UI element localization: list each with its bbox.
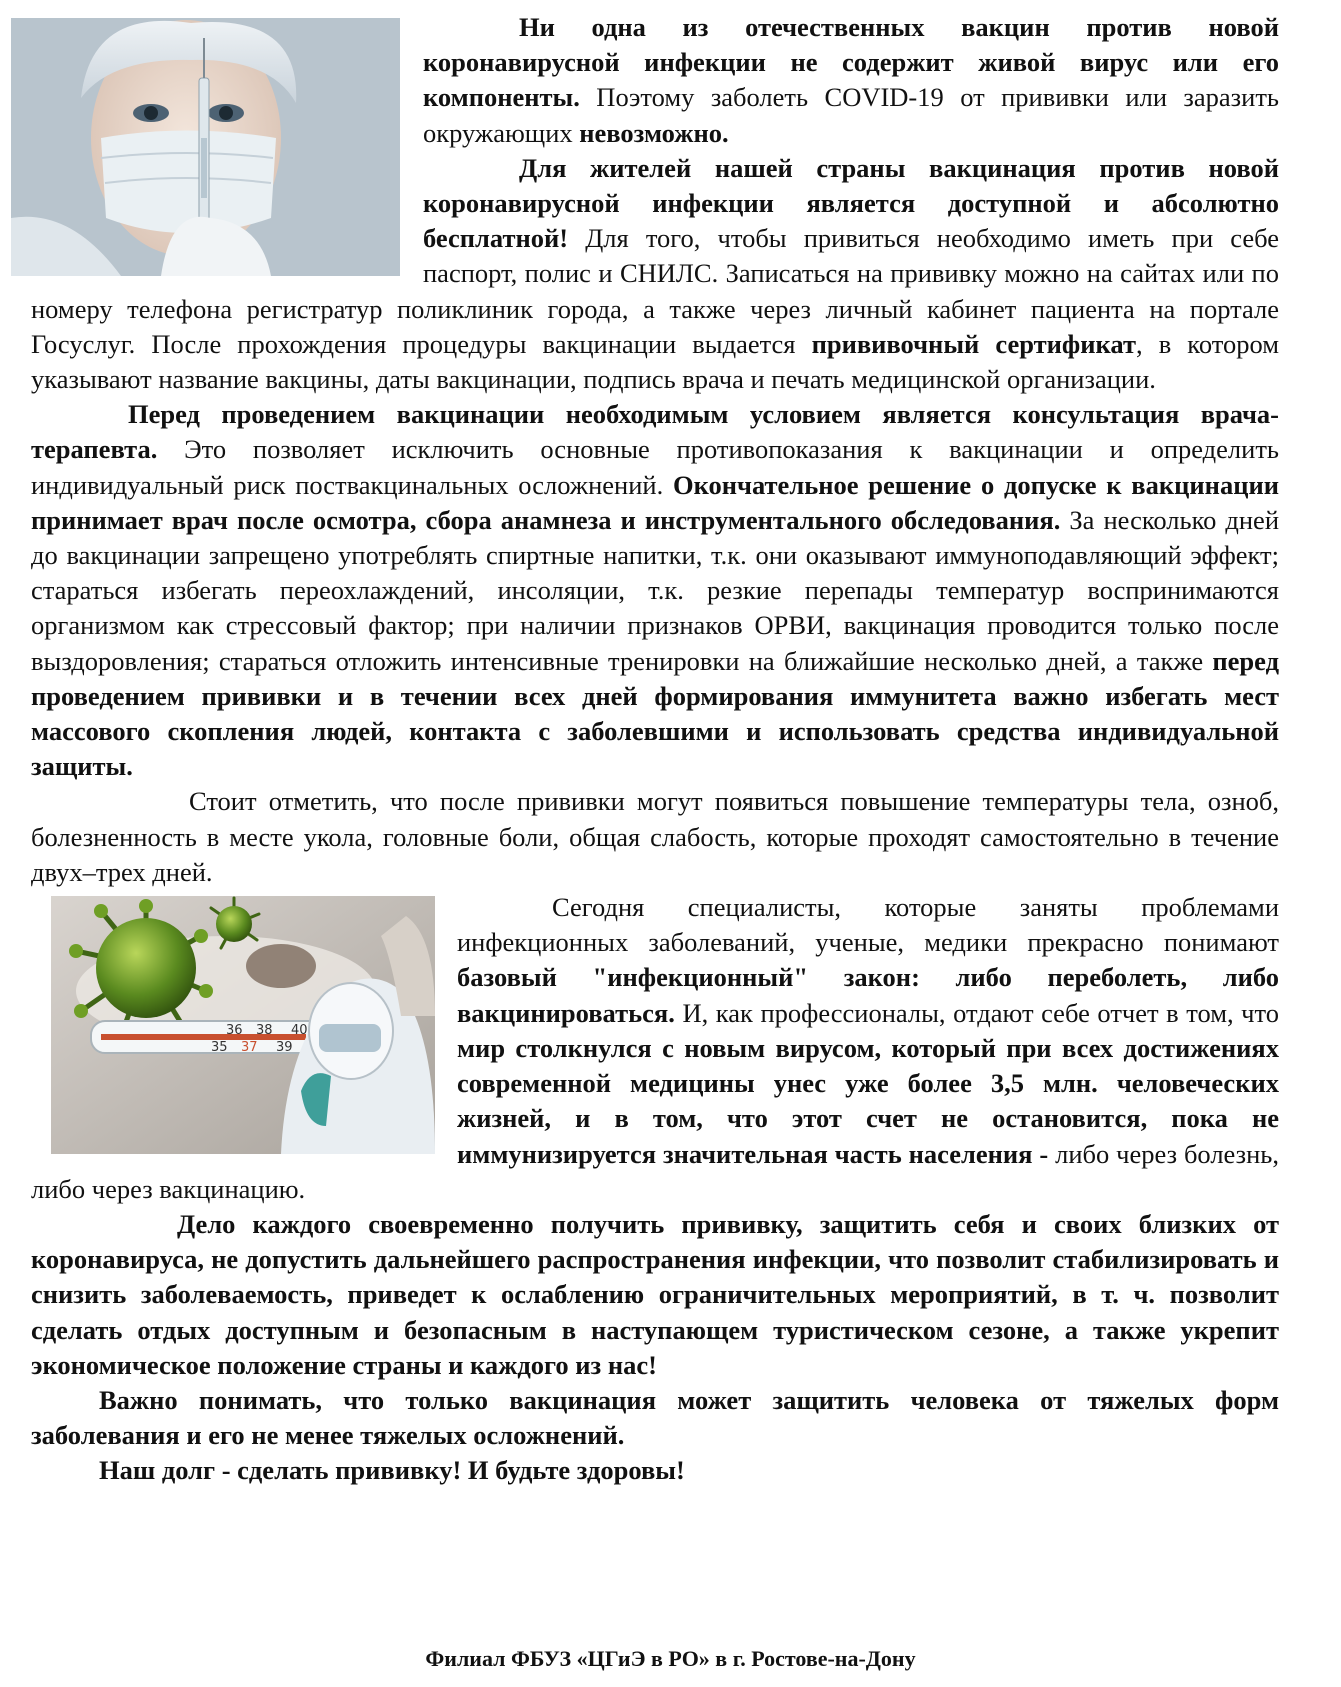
paragraph-only-vaccination	[31, 1383, 1279, 1453]
coronavirus-thermometer-photo	[51, 896, 435, 1154]
preparation-text: За несколько дней до вакцинации запрещено употреблять спиртные напитки, т.к. они оказывают иммуноподавляющий эффект; стараться избегать переохлаждений, инсоляции, т.к. резкие перепады температур воспринимаются организмом как стрессовый фактор; при наличии признаков ОРВИ, вакцинация проводится только после выздоровления; стараться отложить интенсивные тренировки на ближайшие несколько дней, а также	[31, 504, 1279, 676]
contraindications-text: Это позволяет исключить основные противопоказания к вакцинации и определить индивидуальный риск поствакцинальных осложнений.	[31, 434, 1279, 500]
new-virus-bold: мир столкнулся с новым вирусом, который при всех достижениях современной медицины унес уже более 3,5 млн. человеческих жизней, и в том, что этот счет не остановится, пока не иммунизируется значительная часть населения -	[457, 1032, 1279, 1169]
everyones-duty-bold: Дело каждого своевременно получить прививку, защитить себя и своих близких от коронавируса, не допустить дальнейшего распространения инфекции, что позволит стабилизировать и снизить заболеваемость, приведет к ослаблению ограничительных мероприятий, в т. ч. позволит сделать отдых доступным и безопасным в наступающем туристическом сезоне, а также укрепит экономическое положение страны и каждого из нас!	[31, 1208, 1279, 1380]
paragraph-side-effects	[31, 784, 1279, 890]
vaccine-safety-text: Поэтому заболеть COVID-19 от прививки или заразить окружающих	[423, 82, 1279, 148]
vaccine-safety-bold: Ни одна из отечественных вакцин против новой коронавирусной инфекции не содержит живой вирус или его компоненты.	[423, 12, 1279, 113]
only-vaccination-bold: Важно понимать, что только вакцинация может защитить человека от тяжелых форм заболевания и его не менее тяжелых осложнений.	[31, 1384, 1279, 1451]
side-effects-text: Стоит отметить, что после прививки могут появиться повышение температуры тела, озноб, болезненность в месте укола, головные боли, общая слабость, которые проходят самостоятельно в течение двух–трех дней.	[31, 786, 1279, 887]
certificate-details: , в котором указывают название вакцины, даты вакцинации, подпись врача и печать медицинской организации.	[31, 328, 1279, 395]
thermometer-mark: 38	[256, 1023, 273, 1039]
paragraph-closing-call	[31, 1453, 1279, 1488]
infection-law-bold: базовый "инфекционный" закон: либо переболеть, либо вакцинироваться.	[457, 962, 1279, 1028]
avoid-crowds: перед проведением прививки и в течении всех дней формирования иммунитета важно избегать мест массового скопления людей, контакта с заболевшими и использовать средства индивидуальной защиты.	[31, 645, 1279, 782]
free-vaccination-bold: Для жителей нашей страны вакцинация против новой коронавирусной инфекции является доступной и абсолютно бесплатной!	[423, 152, 1279, 254]
thermometer-mark: 37	[241, 1040, 258, 1056]
thermometer-mark: 40	[291, 1023, 308, 1039]
leaflet-page	[31, 10, 1279, 1489]
disease-or-vaccination-text: либо через болезнь, либо через вакцинацию.	[31, 1138, 1279, 1204]
doctor-decision: Окончательное решение о допуске к вакцинации принимает врач после осмотра, сбора анамнеза и инструментального обследования.	[31, 469, 1279, 535]
closing-call-bold: Наш долг - сделать прививку! И будьте здоровы!	[99, 1455, 685, 1486]
thermometer-mark: 35	[211, 1040, 228, 1056]
paragraph-everyones-duty	[31, 1207, 1279, 1383]
organization-footer: Филиал ФБУЗ «ЦГиЭ в РО» в г. Ростове-на-Дону	[425, 1646, 916, 1671]
vaccination-certificate: прививочный сертификат	[811, 328, 1136, 359]
therapist-consultation: Перед проведением вакцинации необходимым условием является консультация врача-терапевта.	[31, 399, 1279, 465]
nurse-with-syringe-photo	[11, 18, 400, 276]
nurse-illustration	[11, 18, 400, 276]
thermometer-mark: 36	[226, 1023, 243, 1039]
specialists-text: Сегодня специалисты, которые заняты проблемами инфекционных заболеваний, ученые, медики прекрасно понимают	[457, 892, 1279, 958]
paragraph-before-vaccination	[31, 397, 1279, 784]
vaccine-safety-impossible: невозможно.	[579, 117, 729, 148]
free-vaccination-text: Для того, чтобы привиться необходимо иметь при себе паспорт, полис и СНИЛС. Записаться на прививку можно на сайтах или по номеру телефона регистратур поликлиник города, а также через личный кабинет пациента на портале Госуслуг. После прохождения процедуры вакцинации выдается	[31, 223, 1279, 359]
professionals-text: И, как профессионалы, отдают себе отчет в том, что	[674, 997, 1279, 1028]
virus-illustration	[51, 896, 435, 1154]
thermometer-mark: 39	[276, 1040, 293, 1056]
